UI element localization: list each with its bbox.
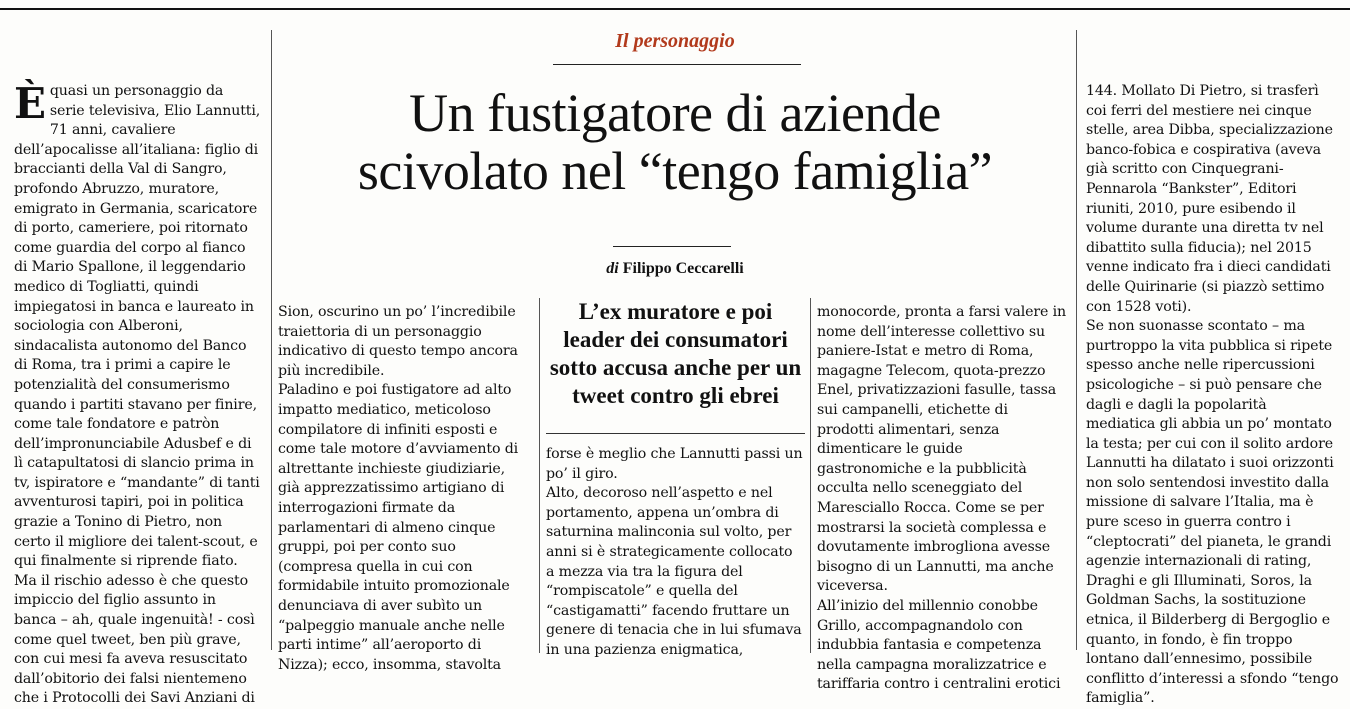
column-4-paragraph-1: monocorde, pronta a farsi valere in nome dell’interesse collettivo su paniere-Istat e metro di Roma, magagne Telecom, quota-prezzo Enel, privatizzazioni fasulle, tassa sui campanelli, etichette di prodotti alimentari, senza dimenticare le guide gastronomiche e la pubblicità occulta nello sceneggiato del Maresciallo Rocca. Come se per mostrarsi la società complessa e dovutamente imbrogliona avesse bisogno di un Lannutti, ma anche viceversa. (817, 304, 1066, 595)
column-2-paragraph-1: Sion, oscurino un po’ l’incredibile traiettoria di un personaggio indicativo di questo tempo ancora più incredibile. (278, 304, 518, 379)
column-rule-center-right (810, 298, 811, 653)
column-rule-center-left (539, 298, 540, 653)
column-3-paragraph-2: Alto, decoroso nell’aspetto e nel portamento, appena un’ombra di saturnina malinconia sul volto, per anni si è strategicamente collocato a mezza via tra la figura del “rompiscatole” e quella del “castigamatti” facendo fruttare un genere di tenacia che in lui sfumava in una pazienza enigmatica, (546, 485, 802, 658)
column-1-paragraph-1-text: quasi un personaggio da serie televisiva, Elio Lannutti, 71 anni, cavaliere dell’apocalisse all’italiana: figlio di braccianti della Val di Sangro, profondo Abruzzo, muratore, emigrato in Germania, scaricatore di porto, cameriere, poi ritornato come guardia del corpo al fianco di Mario Spallone, il leggendario medico di Togliatti, quindi impiegatosi in banca e laureato in sociologia con Alberoni, sindacalista autonomo del Banco di Roma, tra i primi a capire le potenzialità del consumerismo quando i partiti stavano per finire, come tale fondatore e patròn dell’impronunciabile Adusbef e di lì catapultatosi di slancio prima in tv, ispiratore e “mandante” di tanti avventurosi tapiri, poi in politica grazie a Tonino di Pietro, non certo il migliore dei talent-scout, e qui finalmente si riprende fiato. (14, 83, 261, 570)
column-rule-right (1076, 30, 1077, 650)
section-label: Il personaggio (615, 30, 735, 52)
article-column-1 (14, 79, 261, 709)
byline (540, 260, 810, 278)
column-4-paragraph-2: All’inizio del millennio conobbe Grillo, accompagnandolo con indubbia fantasia e competenza nella campagna moralizzatrice e tariffaria contro i centralini erotici (817, 597, 1061, 693)
column-1-paragraph-2: Ma il rischio adesso è che questo impiccio del figlio assunto in banca – ah, quale ingenuità! - così come quel tweet, ben più grave, con cui mesi fa aveva resuscitato dall’obitorio dei falsi nientemeno che i Protocolli dei Savi Anziani di (14, 572, 255, 707)
column-3-paragraph-1: forse è meglio che Lannutti passi un po’ il giro. (546, 446, 803, 482)
byline-rule (613, 246, 731, 247)
column-2-paragraph-2: Paladino e poi fustigatore ad alto impatto mediatico, meticoloso compilatore di infiniti esposti e come tale motore d’avviamento di altrettante inchieste giudiziarie, già apprezzatissimo artigiano di interrogazioni firmate da parlamentari di almeno cinque gruppi, poi per conto suo (compresa quella in cui con formidabile intuito promozionale denunciava di aver subìto un “palpeggio manuale anche nelle parti intime” all’aeroporto di Nizza); ecco, insomma, stavolta (278, 382, 519, 673)
top-rule (0, 8, 1350, 10)
section-label-rule (553, 64, 801, 65)
byline-prefix: di (606, 260, 619, 277)
article-column-5 (1086, 82, 1340, 709)
byline-author: Filippo Ceccarelli (622, 260, 744, 277)
article-column-3 (546, 445, 805, 661)
subheadline-rule (546, 433, 805, 434)
headline-line-2: scivolato nel “tengo famiglia” (357, 141, 993, 201)
column-5-paragraph-1: 144. Mollato Di Pietro, si trasferì coi ferri del mestiere nei cinque stelle, area Dibba, specializzazione banco-fobica e cospirativa (aveva già scritto con Cinquegrani-Pennarola “Bankster”, Editori riuniti, 2010, pure esibendo il volume durante una diretta tv nel dibattito sulla fiducia); nel 2015 venne indicato fra i dieci candidati delle Quirinarie (si piazzò settimo con 1528 voti). (1086, 83, 1333, 315)
article-column-4 (817, 303, 1067, 695)
column-rule-left (271, 30, 272, 650)
column-1-paragraph-1 (14, 79, 261, 572)
article-column-2 (278, 303, 531, 675)
subheadline: L’ex muratore e poi leader dei consumatori sotto accusa anche per un tweet contro gli ebrei (549, 299, 802, 408)
column-5-paragraph-2: Se non suonasse scontato – ma purtroppo la vita pubblica si ripete spesso anche nelle ripercussioni psicologiche – si può pensare che dagli e dagli la popolarità mediatica gli abbia un po’ montato la testa; per cui con il solito ardore Lannutti ha dilatato i suoi orizzonti non solo sentendosi investito dalla missione di salvare l’Italia, ma è pure sceso in guerra contro i “cleptocrati” del pianeta, le grandi agenzie internazionali di rating, Draghi e gli Illuminati, Soros, la Goldman Sachs, la sostituzione etnica, il Bilderberg di Bergoglio e quanto, in fondo, è fin troppo lontano dall’ennesimo, possibile conflitto d’interessi a sfondo “tengo famiglia”. (1086, 318, 1339, 707)
drop-cap: È (14, 79, 46, 128)
headline-line-1: Un fustigatore di aziende (409, 83, 941, 143)
headline (285, 84, 1065, 200)
